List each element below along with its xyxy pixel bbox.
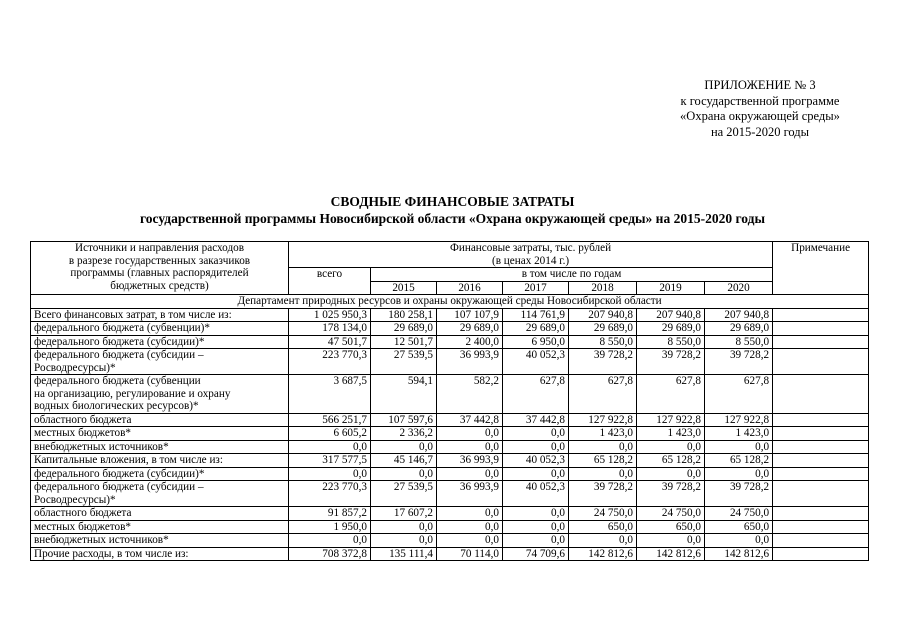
cell-year-value: 39 728,2 [637, 481, 705, 507]
row-label-line: федерального бюджета (субсидии)* [34, 335, 205, 348]
cell-year-value: 37 442,8 [503, 413, 569, 427]
cell-year-value: 0,0 [503, 440, 569, 454]
row-label-line: федерального бюджета (субсидии – [34, 349, 204, 361]
row-label-line: Капитальные вложения, в том числе из: [34, 454, 223, 466]
cell-year-value: 70 114,0 [437, 547, 503, 561]
cell-year-value: 40 052,3 [503, 454, 569, 468]
cell-note [773, 440, 869, 454]
cell-note [773, 481, 869, 507]
row-label [31, 534, 289, 548]
cell-year-value: 207 940,8 [637, 308, 705, 322]
cell-year-value: 2 336,2 [371, 427, 437, 441]
cell-year-value: 45 146,7 [371, 454, 437, 468]
cell-year-value: 39 728,2 [637, 349, 705, 375]
appendix-line: «Охрана окружающей среды» [680, 109, 840, 123]
cell-note [773, 427, 869, 441]
cell-year-value: 40 052,3 [503, 481, 569, 507]
row-label-line: местных бюджетов* [34, 427, 132, 439]
cell-year-value: 135 111,4 [371, 547, 437, 561]
cell-year-value: 114 761,9 [503, 308, 569, 322]
cell-year-value: 2 400,0 [437, 335, 503, 349]
header-sources: Источники и направления расходов в разрезе государственных заказчиков программы (главных распорядителей бюджетных средств) [31, 242, 289, 295]
header-year: 2016 [437, 281, 503, 295]
cell-note [773, 308, 869, 322]
cell-year-value: 627,8 [503, 375, 569, 414]
row-label [31, 308, 289, 322]
table-row [31, 335, 869, 349]
cell-year-value: 207 940,8 [569, 308, 637, 322]
cell-year-value: 0,0 [503, 507, 569, 521]
cell-total: 47 501,7 [289, 335, 371, 349]
row-label-line: федерального бюджета (субвенции)* [34, 322, 210, 334]
table-row [31, 413, 869, 427]
header-year: 2015 [371, 281, 437, 295]
cell-year-value: 0,0 [569, 534, 637, 548]
cell-year-value: 0,0 [637, 440, 705, 454]
table-row [31, 507, 869, 521]
cell-year-value: 0,0 [637, 467, 705, 481]
cell-year-value: 1 423,0 [705, 427, 773, 441]
header-year: 2017 [503, 281, 569, 295]
cell-note [773, 507, 869, 521]
cell-year-value: 142 812,6 [569, 547, 637, 561]
cell-total: 0,0 [289, 440, 371, 454]
cell-year-value: 6 950,0 [503, 335, 569, 349]
row-label [31, 481, 289, 507]
cell-year-value: 207 940,8 [705, 308, 773, 322]
cell-year-value: 40 052,3 [503, 349, 569, 375]
header-row [31, 242, 869, 268]
table-row [31, 322, 869, 336]
row-label [31, 413, 289, 427]
cell-year-value: 24 750,0 [569, 507, 637, 521]
row-label [31, 335, 289, 349]
cell-year-value: 36 993,9 [437, 454, 503, 468]
cell-year-value: 0,0 [637, 534, 705, 548]
cell-note [773, 375, 869, 414]
cell-total: 1 950,0 [289, 520, 371, 534]
cell-total: 566 251,7 [289, 413, 371, 427]
cell-year-value: 0,0 [437, 440, 503, 454]
cell-total: 91 857,2 [289, 507, 371, 521]
cell-year-value: 107 107,9 [437, 308, 503, 322]
header-year: 2018 [569, 281, 637, 295]
cell-year-value: 39 728,2 [705, 349, 773, 375]
row-label-line: федерального бюджета (субсидии – [34, 481, 204, 493]
cell-year-value: 0,0 [705, 534, 773, 548]
table-row [31, 481, 869, 507]
row-label [31, 547, 289, 561]
cell-year-value: 180 258,1 [371, 308, 437, 322]
cell-year-value: 0,0 [437, 520, 503, 534]
appendix-line: на 2015-2020 годы [710, 124, 810, 139]
cell-year-value: 582,2 [437, 375, 503, 414]
cell-year-value: 127 922,8 [637, 413, 705, 427]
row-label-line: Всего финансовых затрат, в том числе из: [34, 308, 232, 321]
table-row [31, 440, 869, 454]
row-label [31, 507, 289, 521]
title-line: СВОДНЫЕ ФИНАНСОВЫЕ ЗАТРАТЫ [330, 194, 575, 209]
row-label [31, 375, 289, 414]
header-note: Примечание [773, 242, 869, 295]
cell-year-value: 0,0 [437, 467, 503, 481]
cell-year-value: 65 128,2 [637, 454, 705, 468]
cell-year-value: 39 728,2 [569, 349, 637, 375]
cell-year-value: 107 597,6 [371, 413, 437, 427]
cell-year-value: 0,0 [371, 467, 437, 481]
appendix-header [640, 78, 880, 140]
cell-year-value: 650,0 [569, 520, 637, 534]
table-row [31, 454, 869, 468]
row-label [31, 454, 289, 468]
cell-year-value: 0,0 [371, 534, 437, 548]
cell-year-value: 8 550,0 [637, 335, 705, 349]
cell-note [773, 534, 869, 548]
header-year: 2020 [705, 281, 773, 295]
cell-year-value: 627,8 [569, 375, 637, 414]
cell-year-value: 36 993,9 [437, 481, 503, 507]
cell-year-value: 0,0 [569, 467, 637, 481]
table-row [31, 547, 869, 561]
cell-year-value: 29 689,0 [503, 322, 569, 336]
cell-note [773, 520, 869, 534]
row-label-line: областного бюджета [34, 413, 132, 426]
cell-note [773, 322, 869, 336]
row-label-line: местных бюджетов* [34, 520, 132, 533]
cell-year-value: 24 750,0 [637, 507, 705, 521]
header-finance: Финансовые затраты, тыс. рублей (в ценах 2014 г.) [289, 242, 773, 268]
cell-year-value: 0,0 [437, 534, 503, 548]
row-label-line: Росводресурсы)* [34, 493, 116, 506]
cell-total: 223 770,3 [289, 349, 371, 375]
cell-year-value: 0,0 [503, 520, 569, 534]
row-label [31, 349, 289, 375]
row-label-line: областного бюджета [34, 507, 132, 519]
cell-year-value: 29 689,0 [371, 322, 437, 336]
financial-costs-table [30, 241, 869, 561]
cell-total: 3 687,5 [289, 375, 371, 414]
cell-note [773, 454, 869, 468]
table-row [31, 467, 869, 481]
table-row [31, 427, 869, 441]
row-label [31, 467, 289, 481]
row-label-line: водных биологических ресурсов)* [34, 400, 199, 412]
appendix-line: ПРИЛОЖЕНИЕ № 3 [704, 78, 816, 92]
cell-year-value: 8 550,0 [569, 335, 637, 349]
cell-year-value: 17 607,2 [371, 507, 437, 521]
cell-year-value: 0,0 [503, 534, 569, 548]
table-row [31, 534, 869, 548]
cell-year-value: 594,1 [371, 375, 437, 414]
cell-year-value: 127 922,8 [705, 413, 773, 427]
cell-total: 0,0 [289, 467, 371, 481]
cell-year-value: 0,0 [705, 467, 773, 481]
cell-year-value: 39 728,2 [569, 481, 637, 507]
table-row [31, 520, 869, 534]
table-row [31, 349, 869, 375]
cell-note [773, 413, 869, 427]
cell-year-value: 0,0 [503, 427, 569, 441]
row-label [31, 427, 289, 441]
cell-year-value: 650,0 [637, 520, 705, 534]
row-label-line: Росводресурсы)* [34, 361, 116, 374]
cell-total: 223 770,3 [289, 481, 371, 507]
cell-note [773, 547, 869, 561]
cell-year-value: 1 423,0 [569, 427, 637, 441]
row-label-line: внебюджетных источников* [34, 534, 169, 546]
table-row [31, 375, 869, 414]
row-label [31, 440, 289, 454]
title-line: государственной программы Новосибирской области «Охрана окружающей среды» на 2015-2020 годы [140, 211, 765, 226]
table-row [31, 308, 869, 322]
cell-year-value: 142 812,6 [705, 547, 773, 561]
department-name: Департамент природных ресурсов и охраны окружающей среды Новосибирской области [31, 295, 869, 309]
cell-year-value: 8 550,0 [705, 335, 773, 349]
cell-year-value: 29 689,0 [705, 322, 773, 336]
cell-year-value: 650,0 [705, 520, 773, 534]
cell-total: 6 605,2 [289, 427, 371, 441]
cell-year-value: 142 812,6 [637, 547, 705, 561]
cell-note [773, 335, 869, 349]
cell-total: 0,0 [289, 534, 371, 548]
cell-year-value: 65 128,2 [705, 454, 773, 468]
cell-year-value: 27 539,5 [371, 481, 437, 507]
cell-note [773, 467, 869, 481]
row-label-line: федерального бюджета (субсидии)* [34, 467, 205, 480]
cell-year-value: 39 728,2 [705, 481, 773, 507]
header-year: 2019 [637, 281, 705, 295]
cell-year-value: 1 423,0 [637, 427, 705, 441]
row-label-line: на организацию, регулирование и охрану [34, 387, 231, 400]
cell-year-value: 0,0 [371, 440, 437, 454]
cell-total: 178 134,0 [289, 322, 371, 336]
cell-year-value: 24 750,0 [705, 507, 773, 521]
cell-year-value: 127 922,8 [569, 413, 637, 427]
department-row [31, 295, 869, 309]
cell-year-value: 627,8 [637, 375, 705, 414]
row-label-line: Прочие расходы, в том числе из: [34, 547, 189, 560]
row-label-line: внебюджетных источников* [34, 440, 169, 453]
cell-year-value: 12 501,7 [371, 335, 437, 349]
cell-year-value: 0,0 [705, 440, 773, 454]
cell-year-value: 37 442,8 [437, 413, 503, 427]
cell-year-value: 29 689,0 [437, 322, 503, 336]
appendix-line: к государственной программе [680, 93, 840, 108]
cell-year-value: 29 689,0 [569, 322, 637, 336]
cell-year-value: 74 709,6 [503, 547, 569, 561]
document-title [0, 193, 905, 227]
row-label [31, 322, 289, 336]
cell-year-value: 65 128,2 [569, 454, 637, 468]
cell-total: 317 577,5 [289, 454, 371, 468]
cell-note [773, 349, 869, 375]
header-total: всего [289, 268, 371, 295]
row-label-line: федерального бюджета (субвенции [34, 375, 201, 387]
cell-year-value: 627,8 [705, 375, 773, 414]
cell-year-value: 0,0 [437, 427, 503, 441]
cell-year-value: 0,0 [569, 440, 637, 454]
cell-year-value: 0,0 [371, 520, 437, 534]
cell-year-value: 0,0 [437, 507, 503, 521]
cell-total: 708 372,8 [289, 547, 371, 561]
row-label [31, 520, 289, 534]
header-by-years: в том числе по годам [371, 268, 773, 282]
cell-total: 1 025 950,3 [289, 308, 371, 322]
cell-year-value: 36 993,9 [437, 349, 503, 375]
cell-year-value: 29 689,0 [637, 322, 705, 336]
cell-year-value: 0,0 [503, 467, 569, 481]
cell-year-value: 27 539,5 [371, 349, 437, 375]
